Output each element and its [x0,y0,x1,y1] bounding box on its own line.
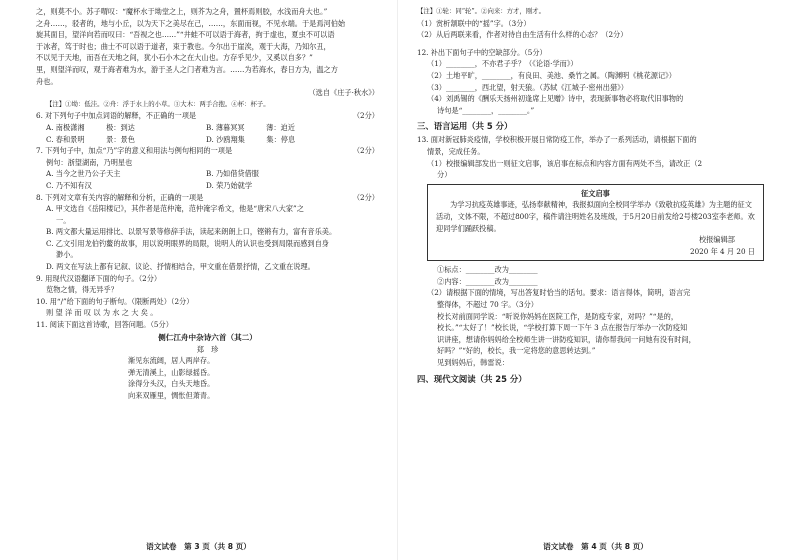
question-13-2-cont: 整得体，不超过 70 字。（3分） [437,300,538,310]
option-d: D. 两文在写法上都有记叙、议论、抒情相结合，甲文重在借景抒情，乙文重在说理。 [46,262,315,272]
question-6-options-row [36,122,379,134]
question-12-item: （4）刘禹锡的《酬乐天扬州初逢席上见赠》诗中，表现新事物必将取代旧事物的 [427,94,684,104]
passage-line: 旋其面目，望洋向若而叹曰：“吾视之也……”“井蛙不可以语于海者，拘于虚也，夏虫不可以语 [36,30,335,40]
question-9-sentence: 览物之情，得无异乎？ [46,285,118,295]
question-9: 9. 用现代汉语翻译下面的句子。（2分） [36,273,162,283]
option-c: C. 乃不知有汉 [46,180,92,190]
option-b: B. 两文都大量运用排比、以景写景等修辞手法，读起来朗朗上口，铿锵有力，富有音乐美。 [46,227,337,237]
poem-line: 涂得分头汉，白头天地昏。 [128,379,215,389]
notice-date: 2020 年 4 月 20 日 [690,246,755,256]
question-10-sentence: 则 望 洋 而 叹 以 为 水 之 大 矣 。 [46,308,158,318]
poem-title: 侧仁江舟中杂诗六首（其二） [158,332,257,342]
question-12-item: （3）________，西北望，射天狼。（苏轼《江城子·密州出猎》） [427,82,628,92]
question-13-1-cont: 分） [437,170,452,180]
poem-line: 渐见东流阔，居人两岸存。 [128,356,215,366]
question-8-score: （2分） [352,192,379,202]
question-7-score: （2分） [352,146,379,156]
fix-punctuation: ①标点：________改为________ [437,265,538,275]
question-11-1: （1）赏析颔联中的“摇”字。（3分） [417,18,531,28]
question-7 [36,145,379,157]
question-6-score: （2分） [352,111,379,121]
question-13: 13. 面对新冠肺炎疫情，学校积极开展日常防疫工作，举办了一系列活动，请根据下面的 [417,135,697,145]
poem-author: 郑 珍 [196,344,219,354]
question-6-options-row [36,134,379,146]
question-13-1: （1）校报编辑部发出一则征文启事，该启事在标点和内容方面有两处不当，请改正（2 [427,158,703,168]
question-7-example: 例句：浙望湖南，乃明星也 [46,157,133,167]
passage-line: 于冰者，笃于时也；曲士不可以语于道者，束于教也。今尔出于崖涘，观于大海，乃知尔丑， [36,41,331,51]
question-8-text: 8. 下列对文章有关内容的解释和分析，正确的一项是 [36,192,204,202]
page-4 [397,0,794,560]
notice-box [427,184,764,262]
question-12: 12. 补出下面句子中的空缺部分。（5分） [417,47,547,57]
option-a: A. 当今之世乃公子天主 [46,169,121,179]
notice-signature: 校报编辑部 [699,235,735,245]
question-12-item: （1）________，不亦君子乎？（《论语·学而》） [427,59,578,69]
question-10: 10. 用“/”给下面的句子断句。（限断两处）（2分） [36,296,194,306]
dialog-line: 好吗？”“好的，校长，我一定将您的意思转达到。” [437,346,596,356]
passage-line: 之，则莫不小。苏子喟叹：“魔杯水于坳堂之上，则芥为之舟，置杯焉则胶，水浅而舟大也。” [36,7,328,16]
section-4-heading: 四、现代文阅读（共 25 分） [417,373,527,384]
option-b: B. 乃如借贷借服 [206,169,259,179]
passage-source: （选自《庄子·秋水》） [308,88,379,98]
question-7-options-row [36,168,379,180]
option-a-cont: 一。 [56,215,71,225]
option-d: D. 荣乃始就学 [206,180,253,190]
question-12-item: （2）土地平旷，________，有良田、美池、桑竹之属。（陶渊明《桃花源记》） [427,70,676,80]
question-13-2: （2）请根据下面的情境，写出答复时恰当的话句。要求：语言得体，简明，语言完 [427,288,691,298]
passage-line: 里，则望洋而叹，观于海者难为水，游于圣人之门者难为言。……为若海水，春日方为，温之方 [36,64,338,74]
dialog-line: 识讲座，想请你妈妈给全校师生讲一讲防疫知识，请你帮我问一问她有没有时间， [437,334,696,344]
page-footer: 语文试卷 第 4 页（共 8 页） [543,542,648,551]
poem-note: 【注】①轮：同“轮”。②向来：方才，刚才。 [417,7,545,15]
question-8 [36,192,379,204]
passage-line: 舟也。 [36,76,58,86]
option-c-cont: 渺小。 [56,250,78,260]
poem-line: 向来双雁里，惆怅但萧青。 [128,391,215,400]
option-c: C. 乙文引用龙伯钓鳌的故事，用以说明眼界的局限，说明人的认识也受到局限而感到自身 [46,238,329,248]
dialog-line: 校长对前面同学说：“听说你妈妈在医院工作，是防疫专家，对吗？”“是的， [437,311,679,321]
notice-title: 征文启事 [581,188,610,198]
passage-note: 【注】①坳：低洼。②舟：浮于水上的小草。③大木：两手合抱。④杯：杯子。 [46,99,270,108]
passage-line: 不以见于天地，而吾在天地之间，犹小石小木之在大山也。方存乎见少，又奚以自多？” [36,53,313,63]
question-7-options-row [36,180,379,192]
question-11: 11. 阅读下面这首诗歌，回答问题。（5分） [36,320,173,330]
question-7-text: 7. 下列句子中，加点“乃”字的意义和用法与例句相同的一项是 [36,146,233,156]
option-a: A. 南极潇湘 极：到达 [46,122,135,132]
question-11-2: （2）从后两联来看，作者对待自由生活有什么样的心态？（2分） [417,30,628,40]
option-a: A. 甲文选自《岳阳楼记》，其作者是范仲淹，范仲淹字希文，他是“唐宋八大家”之 [46,204,304,214]
option-b: B. 薄暮冥冥 薄：迫近 [206,122,295,132]
poem-line: 弹无清溪上，山影绿摇昏。 [128,367,215,377]
dialog-line: 校长。”“太好了！”校长说，“学校打算下周一下午 3 点在报告厅举办一次防疫知 [437,323,688,333]
dialog-line: 见到妈妈后，韩雷说： [437,358,509,368]
section-3-heading: 三、语言运用（共 5 分） [417,121,513,132]
passage-line: 之舟……，驳者的，地与小丘，以为天下之美尽在己，……，东面而视，不见水端。于是焉河伯始 [36,18,346,28]
option-d: D. 沙鸥翔集 集：停息 [206,134,296,144]
fix-content: ②内容：________改为________ [437,276,538,286]
question-13-cont: 情景，完成任务。 [427,146,485,156]
question-6-text: 6. 对下列句子中加点词语的解释，不正确的一项是 [36,111,197,121]
question-12-item-cont: 诗句是“________，________。” [437,105,535,115]
page-footer: 语文试卷 第 3 页（共 8 页） [146,542,251,551]
notice-body: 为学习抗疫英雄事迹，弘扬奉献精神，我报拟面向全校同学举办《致敬抗疫英雄》为主题的征文活动，文体不限，不超过800字，稿件请注明姓名及班级，于5月20日前发给2号楼203室李老师。欢迎同学们踊跃投稿。 [436,200,755,233]
option-c: C. 春和景明 景：景色 [46,134,135,144]
question-6 [36,110,379,122]
